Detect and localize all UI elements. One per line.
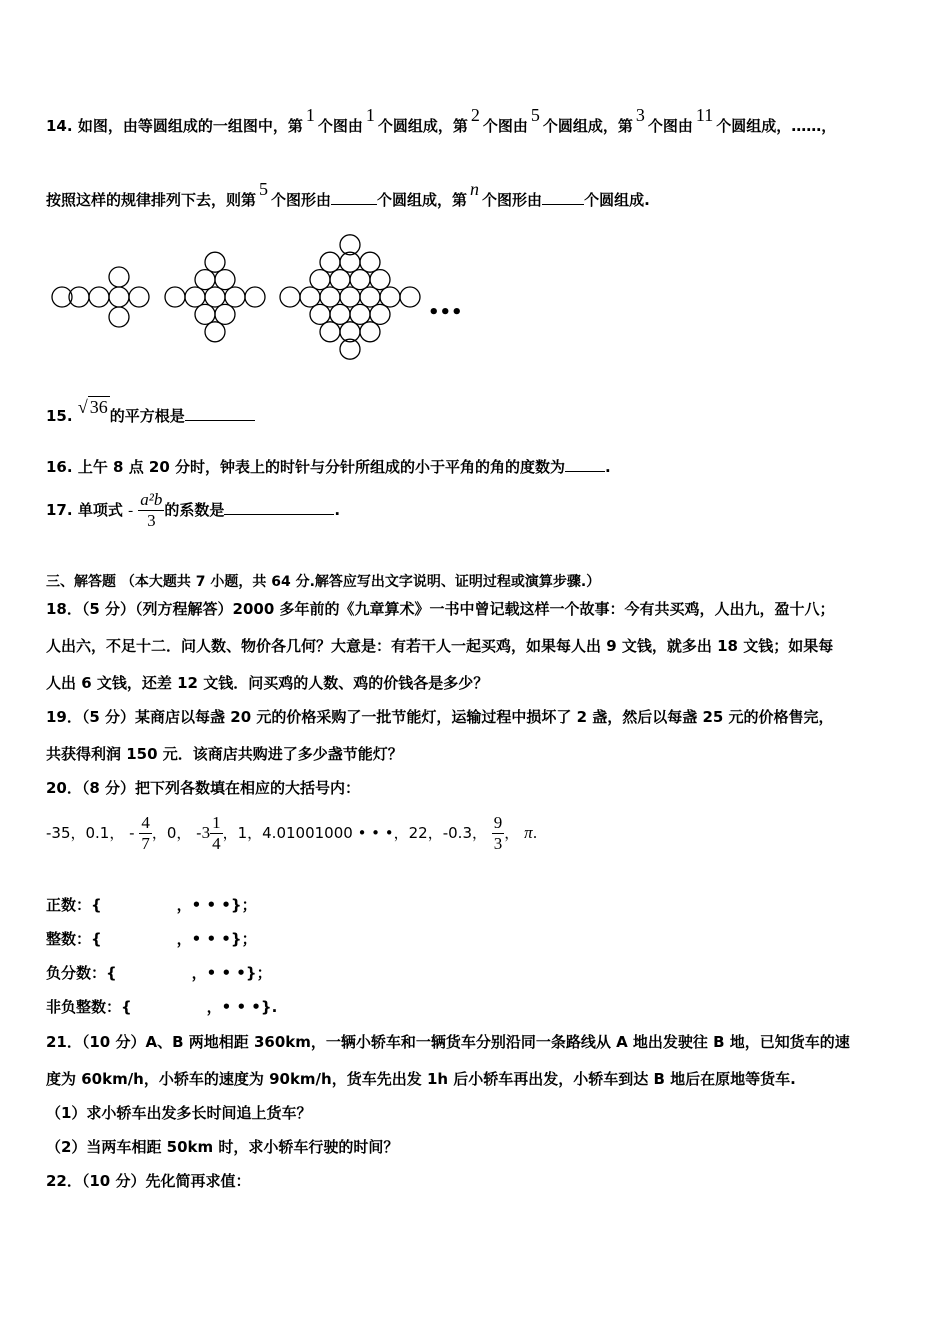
q20-set-positive: 正数：{ ，• • •}； [46, 896, 257, 914]
circle [109, 287, 129, 307]
circle [185, 287, 205, 307]
circle [280, 287, 300, 307]
circle [109, 307, 129, 327]
q20-set-integer: 整数：{ ，• • •}； [46, 930, 257, 948]
q18-line1: 18．（5 分）（列方程解答）2000 多年前的《九章算术》一书中曾记载这样一个故事：今有共买鸡，人出九，盈十八； [46, 600, 835, 618]
circle [370, 304, 390, 324]
circle [320, 322, 340, 342]
q20-numbers-line: -35，0.1， - $\frac{4}{7}$ ，0， -3 $\frac{1}{4}$ ，1，4.01001000 • • •，22，-0.3， $\frac{9}{3}$ ， π. [46, 813, 538, 853]
q15-number: 15. [46, 407, 73, 425]
circle [225, 287, 245, 307]
circle [380, 287, 400, 307]
section-header: 三、解答题 （本大题共 7 小题，共 64 分.解答应写出文字说明、证明过程或演算步骤.） [46, 574, 601, 590]
circle [109, 267, 129, 287]
circle [310, 304, 330, 324]
sqrt-expression: √ 36 [77, 397, 108, 417]
q20-set-nonnegative-integer: 非负整数：{ ，• • •}. [46, 998, 278, 1016]
answer-blank [224, 500, 334, 515]
q19-line2: 共获得利润 150 元．该商店共购进了多少盏节能灯？ [46, 745, 403, 763]
circle [205, 287, 225, 307]
q21-line1: 21．（10 分）A、B 两地相距 360km，一辆小轿车和一辆货车分别沿同一条路线从 A 地出发驶往 B 地，已知货车的速 [46, 1033, 850, 1051]
q21-line2: 度为 60km/h，小轿车的速度为 90km/h，货车先出发 1h 后小轿车再出发，小轿车到达 B 地后在原地等货车. [46, 1070, 796, 1088]
q18-line3: 人出 6 文钱，还差 12 文钱．问买鸡的人数、鸡的价钱各是多少？ [46, 674, 489, 692]
circle [320, 287, 340, 307]
q14-line1: 14. 如图，由等圆组成的一组图中，第1个图由1个圆组成，第2个图由5个圆组成，第3个图由11个圆组成，……， [46, 105, 837, 135]
q22-line1: 22．（10 分）先化简再求值： [46, 1172, 251, 1190]
circle [360, 287, 380, 307]
q17-number: 17. [46, 501, 73, 519]
circle [350, 270, 370, 290]
q20-line1: 20．（8 分）把下列各数填在相应的大括号内： [46, 779, 361, 797]
circle [370, 270, 390, 290]
circle [310, 270, 330, 290]
circle [330, 270, 350, 290]
fraction: $\frac{9}{3}$ [493, 813, 503, 853]
circle [215, 270, 235, 290]
circle [300, 287, 320, 307]
q14-number: 14. [46, 117, 73, 135]
circle [205, 252, 225, 272]
mixed-fraction: $\frac{1}{4}$ [212, 813, 221, 853]
q16-number: 16. [46, 458, 73, 476]
q21-part1: （1）求小轿车出发多长时间追上货车？ [46, 1104, 312, 1122]
circle [245, 287, 265, 307]
circle [215, 304, 235, 324]
circle [195, 304, 215, 324]
circle [330, 304, 350, 324]
fraction: $\frac{\text{a²b}}{3}$ [140, 490, 163, 530]
q16-line: 16. 上午 8 点 20 分时，钟表上的时针与分针所组成的小于平角的角的度数为 . [46, 458, 611, 476]
circle [205, 322, 225, 342]
circle [360, 322, 380, 342]
circle [129, 287, 149, 307]
circle [89, 287, 109, 307]
q20-set-negative-fraction: 负分数：{ ，• • •}； [46, 964, 272, 982]
answer-blank [185, 406, 255, 421]
circle [165, 287, 185, 307]
circle [340, 287, 360, 307]
figure-ellipsis: ••• [428, 302, 463, 323]
fraction: $\frac{4}{7}$ [141, 813, 150, 853]
circle [400, 287, 420, 307]
circle [195, 270, 215, 290]
q19-line1: 19．（5 分）某商店以每盏 20 元的价格采购了一批节能灯，运输过程中损坏了 2 盏，然后以每盏 25 元的价格售完， [46, 708, 834, 726]
circle [360, 252, 380, 272]
circle [350, 304, 370, 324]
circle [320, 252, 340, 272]
q14-line2: 按照这样的规律排列下去，则第5个图形由 个圆组成，第n个图形由 个圆组成. [46, 179, 650, 209]
q17-line: 17. 单项式 - $\frac{\text{a²b}}{3}$ 的系数是 . [46, 490, 341, 530]
q21-part2: （2）当两车相距 50km 时，求小轿车行驶的时间？ [46, 1138, 399, 1156]
q18-line2: 人出六，不足十二．问人数、物价各几何？大意是：有若干人一起买鸡，如果每人出 9 文钱，就多出 18 文钱；如果每 [46, 637, 834, 655]
q15-line: 15. √ 36 的平方根是 [46, 405, 255, 426]
answer-blank [565, 457, 605, 472]
